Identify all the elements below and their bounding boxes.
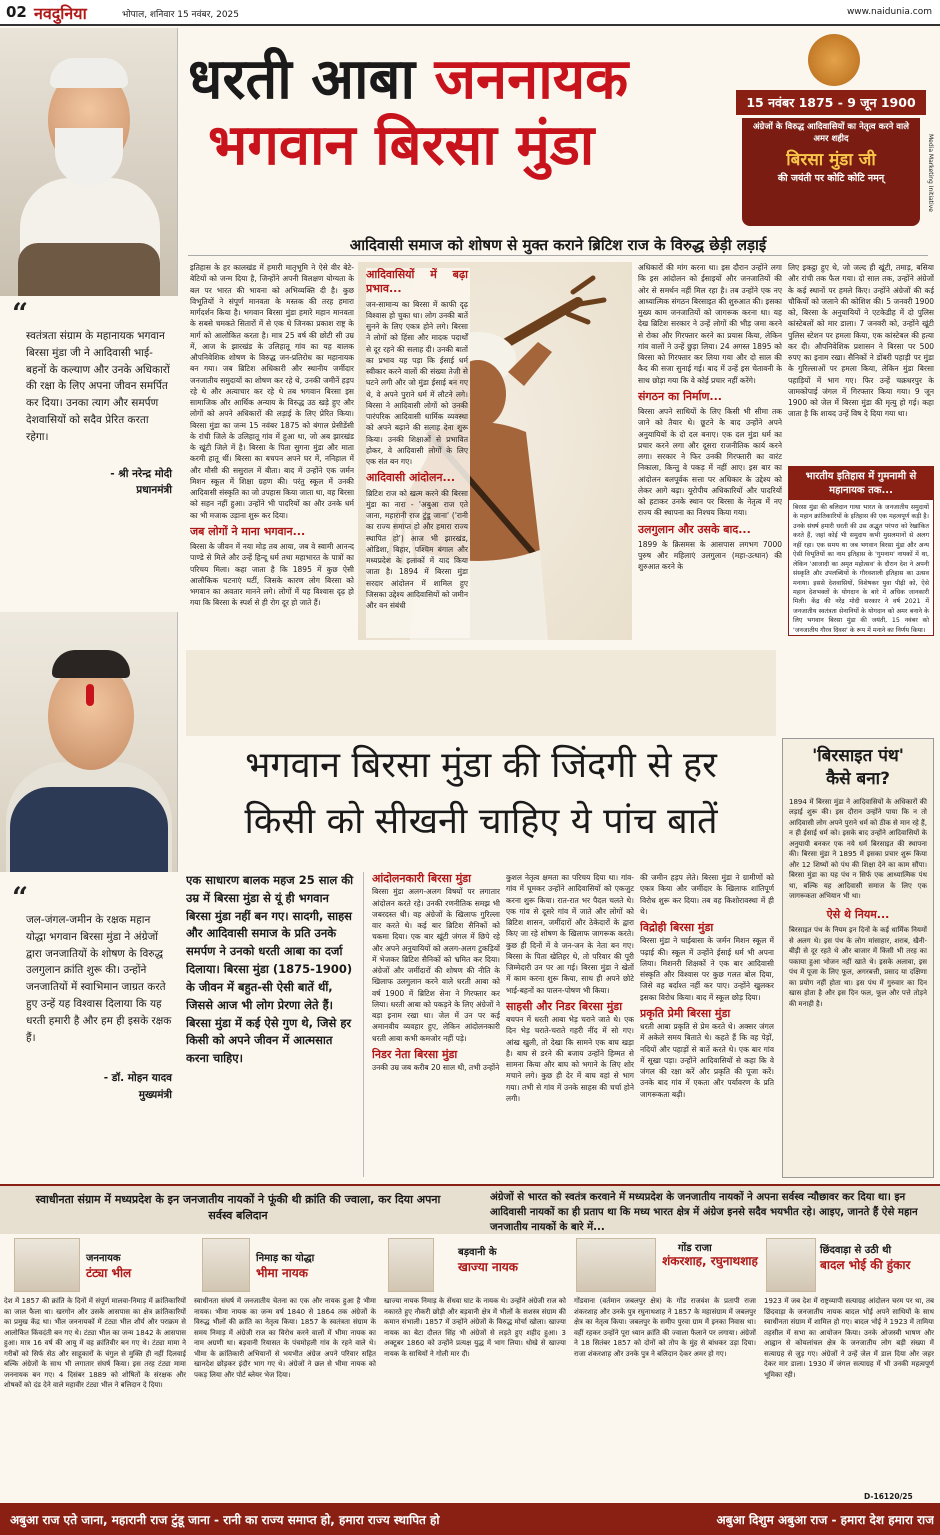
band-left-text: स्वाधीनता संग्राम में मध्यप्रदेश के इन जनजातीय नायकों ने फूंकी थी क्रांति की ज्वाला, कर दिया अपना सर्वस्व बलिदान — [35, 1193, 441, 1222]
face-shape — [48, 662, 134, 770]
badal-portrait — [766, 1238, 816, 1292]
footer-slogan-left: अबुआ राज एते जाना, महारानी राज टुंडू जाना - रानी का राज्य समाप्त हो, हमारा राज्य स्थापित हो — [10, 1513, 440, 1527]
modi-name: - श्री नरेन्द्र मोदी — [110, 467, 172, 480]
quote-mark-icon: “ — [12, 297, 29, 330]
main-headline — [188, 47, 748, 178]
hero-kicker: जननायक — [86, 1253, 121, 1264]
hero-kicker: निमाड़ का योद्धा — [256, 1253, 315, 1264]
hair-shape — [50, 58, 128, 88]
shankarshah-portrait — [576, 1238, 656, 1292]
hero-name: शंकरशाह, रघुनाथशाह — [662, 1254, 758, 1268]
birsa-silhouette-icon — [808, 34, 860, 86]
article-col-3-text: अधिकारों की मांग करना था। इस दौरान उन्होंने लगा कि इस आंदोलन को ईसाइयों और जनजातियों की ओर से समर्थन नहीं मिल रहा है। तब उन्होंने एक नए आध्यात्मिक संगठन बिरसाइत की शुरुआत की। इसका मुख्य काम जनजातियों को जागरूक करना था। यह देख ब्रिटिश सरकार ने उन्हें लोगों की भीड़ जमा करने से रोका और गिरफ्तार करने का प्रयास किया, लेकिन गांव वालों ने उन्हें छुड़ा लिया। 24 अगस्त 1895 को बिरसा को गिरफ्तार कर लिया गया और दो साल की कैद की सजा सुनाई गई। बाद में उन्हें इस चेतावनी के साथ छोड़ा गया कि वे कोई प्रचार नहीं करेंगे। — [638, 263, 782, 385]
tribute-name: बिरसा मुंडा जी — [786, 149, 876, 170]
article-col-2b-text: ब्रिटिश राज को खत्म करने की बिरसा मुंडा का नारा - 'अबुआ राज एते जाना, महारानी राज टुंडू जाना' ('रानी का राज्य समाप्त हो और हमारा राज्य स्थापित हो') आज भी झारखंड, ओडिशा, बिहार, पश्चिम बंगाल और मध्यप्रदेश के इलाकों में याद किया जाता है। 1894 में बिरसा मुंडा सरदार आंदोलन में शामिल हुए जिसका उद्देश्य आदिवासियों को जमीन और वन संबंधी — [366, 488, 468, 611]
subhead-ulgulan: उलगुलान और उसके बाद... — [638, 522, 751, 536]
section2-top-band — [186, 650, 776, 736]
birsait-panth-box — [782, 738, 934, 1178]
history-box-title: भारतीय इतिहास में गुमनामी से महानायक तक... — [789, 467, 933, 500]
mohan-name: - डॉ. मोहन यादव — [103, 1072, 172, 1085]
article-col-3 — [638, 262, 782, 634]
website-link[interactable]: www.naidunia.com — [846, 7, 932, 17]
mohan-photo — [0, 612, 178, 872]
article-subhead: आदिवासी समाज को शोषण से मुक्त कराने ब्रिटिश राज के विरुद्ध छेड़ी लड़ाई — [188, 234, 928, 256]
s2-title-prakriti: प्रकृति प्रेमी बिरसा मुंडा — [640, 1006, 731, 1020]
article-col-1-text: इतिहास के हर कालखंड में हमारी मातृभूमि ने ऐसे वीर बेटे-बेटियों को जन्म दिया है, जिन्होंने अपनी विलक्षण योग्यता के बल पर भारत की भावना को अभिव्यक्ति दी है। कुछ विभूतियों ने संपूर्ण मानवता के मस्तक की तरह हमारा मार्गदर्शन किया है। भगवान बिरसा मुंडा हमारे महान मानवता के सबसे चमकते सितारों में से एक थे जिनका प्रकाश राष्ट्र के मार्ग को आलोकित करता है। मात्र 25 वर्ष की छोटी सी उम्र में, आज के झारखंड के उलिहातू गांव का यह बालक औपनिवेशिक शोषण के विरुद्ध जन-प्रतिरोध का महानायक बन गया। जब ब्रिटिश अधिकारी और स्थानीय जमींदार जनजातीय समुदायों का शोषण कर रहे थे, उनकी जमीनें हड़प रहे थे और अत्याचार कर रहे थे तब भगवान बिरसा इस सामाजिक और आर्थिक अन्याय के विरुद्ध उठ खड़े हुए और लोगों को अपने अधिकारों की लड़ाई के लिए प्रेरित किया। बिरसा मुंडा का जन्म 15 नवंबर 1875 को बंगाल प्रेसीडेंसी के रांची जिले के उलिहातू गांव में हुआ था, जो अब झारखंड के खूंटी जिले में है। बिरसा के पिता सुगना मुंडा और माता करमी हातू थीं। बिरसा का बचपन अपने घर में, ननिहाल में और मौसी की ससुराल में बीता। बाद में उन्होंने एक जर्मन मिशन स्कूल में शिक्षा ग्रहण की। परंतु स्कूल में उनकी आदिवासी संस्कृति का जो उपहास किया जाता था, वह बिरसा को सहन नहीं हुआ। उन्होंने भी पादरियों का और उनके धर्म का भी मजाक उड़ाना शुरू कर दिया। — [190, 263, 354, 520]
five-lessons-headline — [186, 738, 776, 850]
article-col-4: लिए इकट्ठा हुए थे, जो जल्द ही खूंटी, तमाड़, बसिया और रांची तक फैल गया। दो साल तक, उन्होंने अंग्रेजों के कई स्थानों पर हमले किए। उन्होंने अंग्रेजों की कई चौकियों को जलाने की कोशिश की। 5 जनवरी 1900 को, बिरसा के अनुयायियों ने एटकेडीह में दो पुलिस कांस्टेबलों को मार डाला। 7 जनवरी को, उन्होंने खूंटी पुलिस स्टेशन पर हमला किया, एक कांस्टेबल की हत्या कर दी। औपनिवेशिक प्रशासन ने बिरसा पर 500 रुपए का इनाम रखा। सैनिकों ने डोंबरी पहाड़ी पर मुंडा के गुरिल्लाओं पर हमला किया, लेकिन मुंडा बिरसा पहाड़ियों में भाग गए। फिर उन्हें चक्रधरपुर के जामकोपाई जंगल में गिरफ्तार किया गया। 9 जून 1900 को जेल में बिरसा मुंडा की मृत्यु हो गई। कहा जाता है कि शायद उन्हें विष दे दिया गया था। — [788, 263, 934, 419]
s2-col-1 — [372, 872, 500, 1180]
s2-text-vidrohi: बिरसा मुंडा ने चाईबासा के जर्मन मिशन स्कूल में पढ़ाई की। स्कूल में उन्होंने ईसाई धर्म भी अपना लिया। मिशनरी शिक्षकों ने एक बार आदिवासी संस्कृति और विश्वास पर कुछ गलत बोल दिया, जिसे वह बर्दाश्त नहीं कर पाए। उन्होंने खुलकर इसका विरोध किया। बाद में स्कूल छोड़ दिया। — [640, 936, 774, 1002]
panth-title-2: कैसे बना? — [826, 768, 890, 789]
page-number: 02 — [6, 3, 27, 21]
hero-name: बादल भोई की हुंकार — [820, 1258, 911, 1272]
tantya-portrait — [14, 1238, 80, 1292]
bhima-portrait — [202, 1238, 250, 1292]
article-col-1b-text: बिरसा के जीवन में नया मोड़ तब आया, जब वे स्वामी आनन्द पाण्डे से मिले और उन्हें हिन्दू धर्म तथा महाभारत के पात्रों का परिचय मिला। कहा जाता है कि 1895 में कुछ ऐसी आलौकिक घटनाएं घटीं, जिसके कारण लोग बिरसा को भगवान का अवतार मानने लगे। लोगों में यह विश्वास दृढ़ हो गया कि बिरसा के स्पर्श से ही रोग दूर हो जाते हैं। — [190, 542, 354, 608]
hero-name: खाज्या नायक — [458, 1260, 518, 1274]
history-box — [788, 466, 934, 636]
mohan-post: मुख्यमंत्री — [138, 1089, 172, 1102]
panth-subhead: ऐसे थे नियम... — [826, 907, 890, 921]
hero-kicker: बड़वानी के — [458, 1247, 497, 1258]
band-right-text: अंग्रेजों से भारत को स्वतंत्र करवाने में मध्यप्रदेश के जनजातीय नायकों ने अपना सर्वस्व न्यौछावर कर दिया था। इन आदिवासी नायकों का ही प्रताप था कि मध्य भारत क्षेत्र में अंग्रेज इनसे सदैव भयभीत रहे। आइए, जानते हैं ऐसे महान जनजातीय नायकों के बारे में... — [490, 1192, 918, 1233]
footer-slogan-right: अबुआ दिशुम अबुआ राज - हमारा देश हमारा राज — [716, 1513, 934, 1527]
tribute-text-1: अंग्रेजों के विरुद्ध आदिवासियों का नेतृत्व करने वाले अमर शहीद — [753, 122, 909, 144]
jacket-shape — [18, 243, 160, 296]
article-col-3c-text: 1899 के क्रिसमस के आसपास लगभग 7000 पुरुष और महिलाएं उलगुलान (महा-उत्थान) की शुरुआत करने के — [638, 539, 782, 572]
modi-post: प्रधानमंत्री — [136, 484, 172, 497]
s2-title-vidrohi: विद्रोही बिरसा मुंडा — [640, 921, 714, 934]
s2-title-nidar-neta: निडर नेता बिरसा मुंडा — [372, 1047, 458, 1061]
hero-kicker: गोंड राजा — [678, 1243, 712, 1254]
headline-line-2: भगवान बिरसा मुंडा — [208, 113, 595, 178]
hero-card-bhima — [194, 1236, 380, 1492]
s2-text-sahasi: बचपन में धरती आबा भेड़ चराने जाते थे। एक दिन भेड़ चराते-चराते गहरी नींद में सो गए। आंख खुली, तो देखा कि सामने एक बाघ खड़ा है। बाघ से डरने की बजाय उन्होंने हिम्मत से सामना किया और बाघ को भगाने के लिए शोर मचाने लगे। कुछ ही देर में बाघ वहां से भाग गया। तभी से गांव में उनके साहस की चर्चा होने लगी। — [506, 1015, 634, 1103]
modi-photo — [0, 28, 178, 296]
footer-band — [0, 1503, 940, 1535]
article-col-1 — [190, 262, 354, 624]
s2-title-sahasi: साहसी और निडर बिरसा मुंडा — [506, 999, 623, 1013]
hero-card-tantya — [4, 1236, 190, 1492]
subhead-prabhav: आदिवासियों में बढ़ा प्रभाव... — [366, 268, 468, 296]
mohan-quote: जल-जंगल-जमीन के रक्षक महान योद्धा भगवान बिरसा मुंडा ने अंग्रेजों द्वारा जनजातियों के शोषण के विरुद्ध उलगुलान क्रांति शुरू की। उन्होंने जनजातियों में स्वाभिमान जाग्रत करते हुए उन्हें यह विश्वास दिलाया कि यह धरती हमारी है और हम ही इसके रक्षक हैं। — [26, 914, 172, 1044]
hero-kicker: छिंदवाड़ा से उठी थी — [820, 1245, 892, 1256]
quote-mark-icon: “ — [12, 881, 29, 914]
jacket-shape — [10, 787, 168, 872]
section2-lede: एक साधारण बालक महज 25 साल की उम्र में बिरसा मुंडा से यूं ही भगवान बिरसा मुंडा नहीं बन गए। सादगी, साहस और आदिवासी समाज के प्रति उनके समर्पण ने उनको धरती आबा का दर्जा दिलाया। बिरसा मुंडा (1875-1900) के जीवन में बहुत-सी ऐसी बातें थीं, जिससे आज भी लोग प्रेरणा लेते हैं। बिरसा मुंडा में कई ऐसे गुण थे, जिसे हर किसी को अपने जीवन में आत्मसात करना चाहिए। — [186, 872, 364, 1177]
s2-col-3 — [640, 872, 774, 1180]
tilak-shape — [86, 684, 94, 706]
jananayak-band — [0, 1184, 940, 1234]
article-col-2 — [366, 268, 470, 638]
hero-text: गोंडवाना (वर्तमान जबलपुर क्षेत्र) के गोंड राजवंश के प्रतापी राजा शंकरशाह और उनके पुत्र रघुनाथशाह ने 1857 के महासंग्राम में जबलपुर क्षेत्र का नेतृत्व किया। जबलपुर के समीप पुरवा ग्राम में इनका निवास था। वहीं रहकर उन्होंने पूरा ध्यान क्रांति की ज्वाला फैलाने पर लगाया। अंग्रेजों ने 18 सितंबर 1857 को दोनों को तोप के मुंह से बांधकर उड़ा दिया। राजा शंकरशाह और उनके पुत्र ने बलिदान देकर अमर हो गए। — [574, 1297, 756, 1358]
panth-text: 1894 में बिरसा मुंडा ने आदिवासियों के अधिकारों की लड़ाई शुरू की। इस दौरान उन्होंने पाया कि न तो आदिवासी लोग अपने पुराने धर्म को ठीक से मान रहे हैं, न ही ईसाई धर्म को। इसके बाद उन्होंने आदिवासियों के अनुयायी बनकर एक नये धर्म बिरसाइत की स्थापना की। बिरसा मुंडा ने 1895 में इसका प्रचार शुरू किया और 12 शिष्यों को पंथ की शिक्षा देने का काम सौंपा। बिरसा मुंडा का यह पंथ न सिर्फ एक आध्यात्मिक पंथ था, बल्कि यह आदिवासी समाज के लिए एक जागरूकता अभियान भी था। — [789, 797, 927, 901]
subhead-sangathan: संगठन का निर्माण... — [638, 389, 722, 403]
hero-card-shankarshah — [574, 1236, 760, 1492]
khajya-portrait — [388, 1238, 434, 1292]
five-lessons-line-1: भगवान बिरसा मुंडा की जिंदगी से हर — [245, 745, 717, 786]
tribute-text-2: की जयंती पर कोटि कोटि नमन् — [777, 172, 885, 184]
article-col-3b-text: बिरसा अपने साथियों के लिए किसी भी सीमा तक जाने को तैयार थे। छूटने के बाद उन्होंने अपने अनुयायियों के दो दल बनाए। एक दल मुंडा धर्म का प्रचार करने लगा और दूसरा राजनीतिक कार्य करने लगा। सरकार ने फिर उनकी गिरफ्तारी का वारंट निकाला, किन्तु वे पकड़ में नहीं आए। इस बार का आंदोलन बलपूर्वक सत्ता पर अधिकार के उद्देश्य को लेकर आगे बढ़ा। यूरोपीय अधिकारियों और पादरियों को हटाकर उनके स्थान पर बिरसा के नेतृत्व में नए राज्य की स्थापना का निश्चय किया गया। — [638, 407, 782, 518]
headline-part-2: जननायक — [434, 47, 629, 112]
hero-text: स्वाधीनता संघर्ष में जनजातीय चेतना का एक और नायक हुआ है भीमा नायक। भीमा नायक का जन्म वर्ष 1840 से 1864 तक अंग्रेजों के विरुद्ध भीलों की क्रांति का नेतृत्व किया। 1857 के स्वतंत्रता संग्राम के समय निमाड़ में अंग्रेजी राज का विरोध करने वालों में भीमा नायक का नाम अग्रणी था। बड़वानी रियासत के पंचमोहली गांव के रहने वाले थे। भीमा के क्रांतिकारी अभियानों से भयभीत अंग्रेज अपने परिवार सहित खानदेश छोड़कर इंदौर भाग गए थे। अंग्रेजों ने छल से भीमा नायक को पकड़ लिया और पोर्ट ब्लेयर भेज दिया। — [194, 1297, 376, 1379]
s2-text-nidar-neta: उनकी उम्र जब करीब 20 साल थी, तभी उन्होंने — [372, 1063, 500, 1073]
side-credit: Media Marketing Initiative — [927, 134, 934, 212]
masthead — [0, 0, 940, 26]
s2-col-2 — [506, 872, 634, 1180]
s2-text-zamindar: की जमीन हड़प लेते। बिरसा मुंडा ने ग्रामीणों को एकत्र किया और जमींदार के खिलाफ शांतिपूर्ण विरोध शुरू कर दिया। तब वह किशोरावस्था में ही थे। — [640, 873, 774, 916]
article-col-2-text: जन-सामान्य का बिरसा में काफी दृढ़ विश्वास हो चुका था। लोग उनकी बातें सुनने के लिए एकत्र होने लगे। बिरसा ने लोगों को हिंसा और मादक पदार्थों से दूर रहने की सलाह दी। उनकी बातों का प्रभाव यह पड़ा कि ईसाई धर्म स्वीकार करने वालों की संख्या तेजी से घटने लगी और जो मुंडा ईसाई बन गए थे, वे अपने पुराने धर्म में लौटने लगे। बिरसा ने आदिवासी लोगों को उनकी पारंपरिक आदिवासी धार्मिक व्यवस्था को अपने बढ़ाने की सलाह देना शुरू किया। उनकी शिक्षाओं से प्रभावित होकर, वे आदिवासी लोगों के लिए एक संत बन गए। — [366, 299, 468, 467]
mohan-quote-block — [12, 881, 172, 1104]
tribute-dates: 15 नवंबर 1875 - 9 जून 1900 — [736, 90, 926, 115]
panth-title-1: 'बिरसाइत पंथ' — [812, 746, 904, 766]
s2-title-andolankari: आंदोलनकारी बिरसा मुंडा — [372, 872, 472, 885]
s2-text-leadership: कुशल नेतृत्व क्षमता का परिचय दिया था। गांव-गांव में घूमकर उन्होंने आदिवासियों को एकजुट करना शुरू किया। रात-रात भर पैदल चलते थे। एक गांव से दूसरे गांव में जाते और लोगों को ब्रिटिश शासन, जमींदारों और ठेकेदारों के द्वारा किए जा रहे शोषण के खिलाफ जागरूक करते। कुछ ही दिनों में वे जन-जन के नेता बन गए। बिरसा के पिता खेतिहर थे, तो परिवार की पूरी जिम्मेदारी उन पर आ गई। बिरसा मुंडा ने खेतों में काम करना शुरू किया, साथ ही अपने छोटे भाई-बहनों का पालन-पोषण भी किया। — [506, 873, 634, 995]
hero-card-khajya — [384, 1236, 570, 1492]
panth-text-2: बिरसाइत पंथ के नियम इन दिनों के कई धार्मिक नियमों से अलग थे। इस पंथ के लोग मांसाहार, शराब, खैनी-बीड़ी से दूर रहते थे और बाजार में किसी भी तरह का पकाया हुआ भोजन नहीं खाते थे। इसके अलावा, इस पंथ में पूजा के लिए फूल, अगरबत्ती, प्रसाद या दक्षिणा का प्रयोग नहीं होता था। इस पंथ में गुरुवार का दिन खास होता है और इस दिन फल, फूल और पत्ते तोड़ने की मनाही है। — [789, 926, 927, 1008]
hero-text: 1923 में जब देश में राष्ट्रव्यापी सत्याग्रह आंदोलन चरम पर था, तब छिंदवाड़ा के जनजातीय नायक बादल भोई अपने साथियों के साथ स्वाधीनता संग्राम में शामिल हो गए। बादल भोई ने 1923 में तामिया तहसील में सभा का आयोजन किया। उनके ओजस्वी भाषण और आह्वान से कोयलांचल क्षेत्र के जनजातीय लोग बड़ी संख्या में सत्याग्रह से जुड़ गए। अंग्रेजों ने उन्हें जेल में डाल दिया और जहर देकर मार डाला। 1930 में जंगल सत्याग्रह में भी उनकी महत्वपूर्ण भूमिका रही। — [764, 1297, 934, 1379]
s2-text-andolankari: बिरसा मुंडा अलग-अलग विषयों पर लगातार आंदोलन करते रहे। उनकी रणनीतिक समझ भी जबरदस्त थी। वह अंग्रेजों के खिलाफ गुरिल्ला वार करते थे। कई बार ब्रिटिश सैनिकों को चकमा दिया। एक बार खूंटी जंगल में छिपे रहे और अपने अनुयायियों को अलग-अलग टुकड़ियों में भेजकर ब्रिटिश सैनिकों को भ्रमित कर दिया। अंग्रेजों और जमींदारों की शोषण की नीति के खिलाफ उलगुलान करने वाले धरती आबा को वर्ष 1900 में ब्रिटिश सेना ने गिरफ्तार कर लिया। धरती आबा को पकड़ने के लिए अंग्रेजों ने बड़ा इनाम रखा था। जेल में उन पर कई अमानवीय व्यवहार हुए, लेकिन आंदोलनकारी धरती आबा कभी कमजोर नहीं पड़े। — [372, 887, 500, 1043]
hero-card-badal — [764, 1236, 936, 1492]
history-box-text: बिरसा मुंडा की बलिदान गाथा भारत के जनजातीय समुदायों के महान क्रांतिकारियों के इतिहास की एक महत्वपूर्ण कड़ी है। उनके संघर्ष हमारी धरती की उस अद्भुत परंपरा को रेखांकित करते हैं, जहां कोई भी समुदाय कभी मुसलमानों से अलग नहीं रहा। एक समय था जब भगवान बिरसा मुंडा और अन्य ऐसी विभूतियों का नाम इतिहास के 'गुमनाम' नायकों में था, लेकिन 'आजादी का अमृत महोत्सव' के दौरान देश ने अपनी संस्कृति और उपलब्धियों के गौरवशाली इतिहास का उत्सव मनाया। इससे देशवासियों, विशेषकर युवा पीढ़ी को, ऐसे महान देशभक्तों के योगदान के बारे में अधिक जानकारी मिली। केंद्र की नरेंद्र मोदी सरकार ने वर्ष 2021 में जनजातीय स्वतंत्रता सेनानियों के योगदान को अमर बनाने के लिए भगवान बिरसा मुंडा की जयंती, 15 नवंबर को 'जनजातीय गौरव दिवस' के रूप में मनाने का निर्णय किया। — [793, 504, 929, 634]
newspaper-logo: नवदुनिया — [34, 4, 87, 23]
five-lessons-line-2: किसी को सीखनी चाहिए ये पांच बातें — [244, 800, 718, 842]
headline-part-1: धरती आबा — [188, 47, 415, 112]
heroes-row — [4, 1236, 936, 1492]
tribute-box — [736, 34, 932, 228]
hair-shape — [52, 650, 130, 678]
subhead-bhagwan: जब लोगों ने माना भगवान... — [190, 524, 306, 538]
modi-quote-block — [12, 297, 172, 499]
hero-text: देश में 1857 की क्रांति के दिनों में संपूर्ण मालवा-निमाड़ में क्रांतिकारियों का जाल फैला था। खरगोन और उसके आसपास का क्षेत्र क्रांतिकारियों का प्रमुख केंद्र था। भील जननायकों में टंट्या भील शौर्य और पराक्रम से आलोकित किंवदंती बन गए थे। टंट्या भील का जन्म 1842 के आसपास हुआ। मात्र 16 वर्ष की आयु में वह क्रांतिवीर बन गए थे। टंट्या मामा ने गरीबों को सिर्फ सेठ और साहूकारों के चंगुल से मुक्ति ही नहीं दिलवाई बल्कि अंग्रेजों के साथ भी लगातार संघर्ष किया। इस तरह टंट्या मामा जननायक बन गए। 4 दिसंबर 1889 को शोषितों के संरक्षक और शोषकों को दंड देने वाले महावीर टंट्या भील ने बलिदान दे दिया। — [4, 1297, 186, 1389]
hero-text: खाज्या नायक निमाड़ के सेंधवा घाट के नायक थे। उन्होंने अंग्रेजी राज को नकारते हुए नौकरी छोड़ी और बड़वानी क्षेत्र में भीलों के सशस्त्र संग्राम की कमान संभाली। 1857 में उन्होंने अंग्रेजों के विरुद्ध मोर्चा खोला। खाज्या नायक का बेटा दौलत सिंह भी अंग्रेजों से लड़ते हुए शहीद हुआ। 3 अक्टूबर 1860 को उन्होंने प्रत्यक्ष युद्ध में भाग लिया। धोखे से खाज्या नायक के साथियों ने गोली मार दी। — [384, 1297, 566, 1358]
subhead-andolan: आदिवासी आंदोलन... — [366, 471, 456, 485]
tribute-panel — [742, 118, 920, 226]
modi-quote: स्वतंत्रता संग्राम के महानायक भगवान बिरसा मुंडा जी ने आदिवासी भाई-बहनों के कल्याण और उनके अधिकारों की रक्षा के लिए अपना जीवन समर्पित कर दिया। उनका त्याग और समर्पण देशवासियों को सदैव प्रेरित करता रहेगा। — [26, 330, 170, 443]
edition-date: भोपाल, शनिवार 15 नवंबर, 2025 — [122, 10, 240, 20]
s2-text-prakriti: धरती आबा प्रकृति से प्रेम करते थे। अक्सर जंगल में अकेले समय बिताते थे। कहते हैं कि वह पेड़ों, नदियों और पहाड़ों से बातें करते थे। एक बार गांव में सूखा पड़ा। उन्होंने आदिवासियों से कहा कि वे जंगल की रक्षा करें और प्रकृति की पूजा करें। उनके बाद गांव में एकता और पर्यावरण के प्रति जागरूकता बढ़ी। — [640, 1022, 774, 1099]
hero-name: टंट्या भील — [86, 1266, 132, 1280]
ad-code: D-16120/25 — [864, 1492, 913, 1501]
hero-name: भीमा नायक — [256, 1266, 308, 1280]
